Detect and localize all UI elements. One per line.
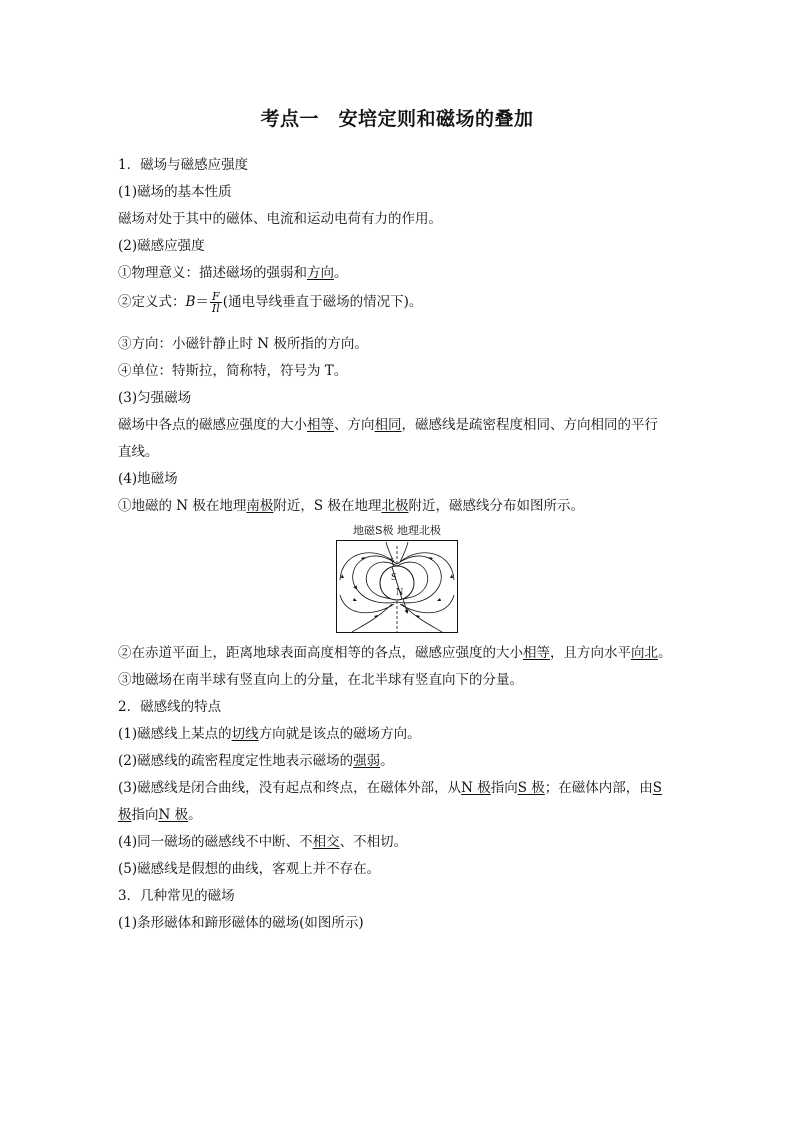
paragraph-bar-magnet: (1)条形磁体和蹄形磁体的磁场(如图所示) (118, 915, 364, 931)
subsection-4-heading: (4)地磁场 (118, 471, 178, 487)
blank-answer: N 极 (158, 807, 189, 823)
paragraph-magnetic-property: 磁场对处于其中的磁体、电流和运动电荷有力的作用。 (118, 211, 442, 227)
text: ①物理意义：描述磁场的强弱和 (118, 265, 307, 281)
text: 指向 (131, 807, 159, 823)
paragraph-density (118, 752, 688, 770)
text: ，且方向水平 (550, 645, 631, 661)
text: 。 (658, 645, 672, 661)
paragraph-imaginary: (5)磁感线是假想的曲线，客观上并不存在。 (118, 861, 381, 877)
pole-label-s: S (391, 572, 397, 583)
formula-fraction (210, 291, 222, 314)
text: 磁场中各点的磁感应强度的大小 (118, 417, 307, 433)
text: ，磁感线是疏密程度相同、方向相同的平行 (401, 417, 658, 433)
blank-answer: S (652, 780, 663, 796)
text: ；在磁体内部，由 (544, 780, 653, 796)
blank-answer: 南极 (246, 498, 274, 514)
subsection-2-heading: (2)磁感应强度 (118, 238, 205, 254)
paragraph-unit: ④单位：特斯拉，简称特，符号为 T。 (118, 363, 348, 379)
paragraph-closed-curve (118, 779, 688, 797)
text: (1)磁感线上某点的 (118, 726, 232, 742)
paragraph-uniform-field (118, 416, 688, 434)
text: 附近，磁感线分布如图所示。 (408, 498, 584, 514)
paragraph-hemispheres: ③地磁场在南半球有竖直向上的分量，在北半球有竖直向下的分量。 (118, 672, 523, 688)
section-2-heading: 2．磁感线的特点 (118, 699, 222, 715)
paragraph-tangent (118, 725, 688, 743)
blank-answer: N 极 (461, 780, 491, 796)
paragraph-no-intersect (118, 833, 688, 851)
text: 、方向 (334, 417, 375, 433)
blank-answer: 方向 (307, 265, 334, 281)
section-1-heading: 1．磁场与磁感应强度 (118, 157, 249, 173)
text: 附近，S 极在地理 (273, 498, 382, 514)
text: (2)磁感线的疏密程度定性地表示磁场的 (118, 753, 354, 769)
paragraph-geomagnetic-poles (118, 497, 688, 515)
paragraph-definition-formula (118, 287, 688, 317)
text: 指向 (490, 780, 518, 796)
paragraph-uniform-field-cont: 直线。 (118, 444, 159, 460)
figure-caption: 地磁S极 地理北极 (352, 524, 442, 537)
blank-answer: 相等 (523, 645, 550, 661)
geomagnetic-field-figure (336, 540, 458, 633)
blank-answer: 向北 (631, 645, 658, 661)
blank-answer: 相等 (307, 417, 334, 433)
blank-answer: S 极 (517, 780, 545, 796)
subsection-3-heading: (3)匀强磁场 (118, 390, 192, 406)
paragraph-closed-curve-cont (118, 806, 688, 824)
blank-answer: 北极 (381, 498, 409, 514)
blank-answer: 切线 (231, 726, 259, 742)
fraction-numerator: F (210, 291, 222, 303)
fraction-denominator: Il (211, 302, 220, 315)
blank-answer: 极 (118, 807, 132, 823)
text: 。 (334, 265, 348, 281)
text: (3)磁感线是闭合曲线，没有起点和终点，在磁体外部，从 (118, 780, 462, 796)
text: 。 (380, 753, 394, 769)
text: (4)同一磁场的磁感线不中断、不 (118, 834, 313, 850)
text: 。 (188, 807, 202, 823)
text: ②定义式： (118, 294, 186, 310)
formula-equals: ＝ (195, 294, 209, 310)
formula-symbol-b: B (185, 294, 196, 310)
text: 方向就是该点的磁场方向。 (258, 726, 421, 742)
page-title: 考点一 安培定则和磁场的叠加 (260, 108, 534, 130)
text: ①地磁的 N 极在地理 (118, 498, 247, 514)
paragraph-direction: ③方向：小磁针静止时 N 极所指的方向。 (118, 336, 368, 352)
text: 、不相切。 (339, 834, 408, 850)
text: (通电导线垂直于磁场的情况下)。 (222, 294, 423, 310)
text: ②在赤道平面上，距离地球表面高度相等的各点，磁感应强度的大小 (118, 645, 523, 661)
subsection-1-heading: (1)磁场的基本性质 (118, 184, 232, 200)
paragraph-equator (118, 644, 688, 662)
blank-answer: 强弱 (353, 753, 381, 769)
blank-answer: 相同 (374, 417, 402, 433)
blank-answer: 相交 (312, 834, 340, 850)
pole-label-n: N (396, 587, 404, 598)
section-3-heading: 3．几种常见的磁场 (118, 888, 235, 904)
paragraph-physical-meaning (118, 264, 688, 282)
